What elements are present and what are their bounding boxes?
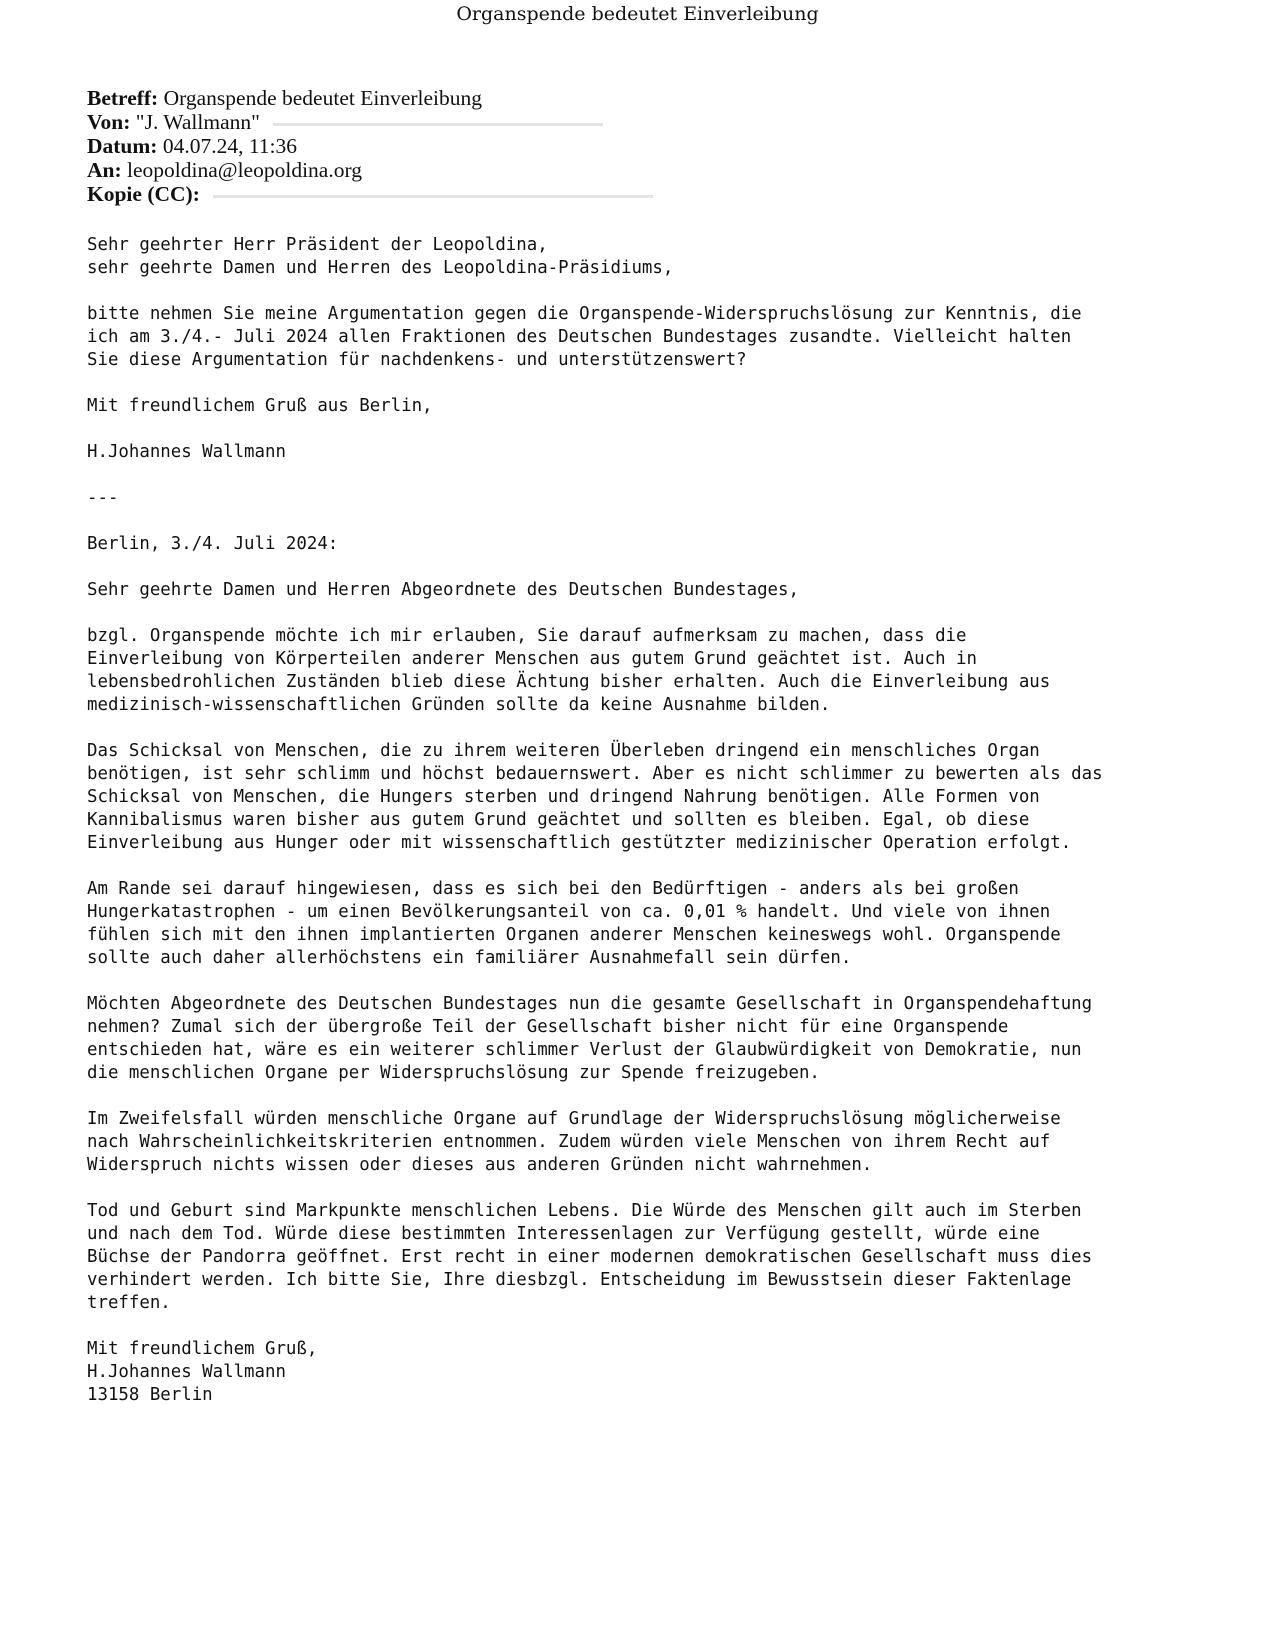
body-line (87, 510, 1247, 533)
body-line: verhindert werden. Ich bitte Sie, Ihre diesbzgl. Entscheidung im Bewusstsein dieser Faktenlage (87, 1270, 1072, 1290)
body-line: lebensbedrohlichen Zuständen blieb diese Ächtung bisher erhalten. Auch die Einverleibung aus (87, 672, 1051, 692)
body-line: treffen. (87, 1293, 171, 1313)
body-line: Hungerkatastrophen - um einen Bevölkerungsanteil von ca. 0,01 % handelt. Und viele von ihnen (87, 902, 1051, 922)
email-body (87, 234, 1247, 1407)
from-label: Von: (87, 110, 131, 134)
body-line: Einverleibung von Körperteilen anderer Menschen aus gutem Grund geächtet ist. Auch in (87, 649, 977, 669)
body-line (87, 717, 1247, 740)
body-line (87, 280, 1247, 303)
body-line: Sehr geehrte Damen und Herren Abgeordnete des Deutschen Bundestages, (87, 580, 799, 600)
body-line: Mit freundlichem Gruß, (87, 1339, 318, 1359)
body-line: H.Johannes Wallmann (87, 442, 286, 462)
to-label: An: (87, 158, 122, 182)
body-line: Tod und Geburt sind Markpunkte menschlichen Lebens. Die Würde des Menschen gilt auch im Sterben (87, 1201, 1082, 1221)
body-line (87, 970, 1247, 993)
body-line: ich am 3./4.- Juli 2024 allen Fraktionen des Deutschen Bundestages zusandte. Vielleicht halten (87, 327, 1072, 347)
body-line: bitte nehmen Sie meine Argumentation gegen die Organspende-Widerspruchslösung zur Kenntnis, die (87, 304, 1082, 324)
from-value: "J. Wallmann" (135, 110, 260, 134)
cc-row (87, 182, 653, 206)
body-line (87, 372, 1247, 395)
body-line: Sehr geehrter Herr Präsident der Leopoldina, (87, 235, 548, 255)
body-line: fühlen sich mit den ihnen implantierten Organen anderer Menschen keineswegs wohl. Organspende (87, 925, 1061, 945)
subject-label: Betreff: (87, 86, 159, 110)
date-label: Datum: (87, 134, 158, 158)
body-line (87, 418, 1247, 441)
to-row (87, 158, 653, 182)
body-line: Möchten Abgeordnete des Deutschen Bundestages nun die gesamte Gesellschaft in Organspendehaftung (87, 994, 1093, 1014)
body-line: --- (87, 488, 119, 508)
body-line (87, 464, 1247, 487)
body-line: Das Schicksal von Menschen, die zu ihrem weiteren Überleben dringend ein menschliches Organ (87, 741, 1040, 761)
redacted-cc-address (213, 195, 653, 198)
redacted-from-address (273, 123, 603, 126)
body-line: Widerspruch nichts wissen oder dieses aus anderen Gründen nicht wahrnehmen. (87, 1155, 873, 1175)
cc-label: Kopie (CC): (87, 182, 200, 206)
body-line: Schicksal von Menschen, die Hungers sterben und dringend Nahrung benötigen. Alle Formen von (87, 787, 1040, 807)
body-line (87, 1177, 1247, 1200)
body-line: Am Rande sei darauf hingewiesen, dass es sich bei den Bedürftigen - anders als bei großen (87, 879, 1019, 899)
body-line: Im Zweifelsfall würden menschliche Organe auf Grundlage der Widerspruchslösung möglicherweise (87, 1109, 1061, 1129)
body-line: sollte auch daher allerhöchstens ein familiärer Ausnahmefall sein dürfen. (87, 948, 852, 968)
body-line: die menschlichen Organe per Widerspruchslösung zur Spende freizugeben. (87, 1063, 820, 1083)
body-line: nach Wahrscheinlichkeitskriterien entnommen. Zudem würden viele Menschen von ihrem Recht auf (87, 1132, 1051, 1152)
body-line (87, 602, 1247, 625)
from-row (87, 110, 653, 134)
body-line: nehmen? Zumal sich der übergroße Teil der Gesellschaft bisher nicht für eine Organspende (87, 1017, 1009, 1037)
body-line: sehr geehrte Damen und Herren des Leopoldina-Präsidiums, (87, 258, 674, 278)
body-line: H.Johannes Wallmann (87, 1362, 286, 1382)
body-line (87, 1315, 1247, 1338)
body-line (87, 855, 1247, 878)
body-line: bzgl. Organspende möchte ich mir erlauben, Sie darauf aufmerksam zu machen, dass die (87, 626, 967, 646)
body-line: Sie diese Argumentation für nachdenkens- und unterstützenswert? (87, 350, 747, 370)
date-value: 04.07.24, 11:36 (162, 134, 298, 158)
body-line: Kannibalismus waren bisher aus gutem Grund geächtet und sollten es bleiben. Egal, ob diese (87, 810, 1030, 830)
body-line (87, 1085, 1247, 1108)
to-value: leopoldina@leopoldina.org (127, 158, 362, 182)
subject-row (87, 86, 653, 110)
subject-value: Organspende bedeutet Einverleibung (163, 86, 483, 110)
body-line: medizinisch-wissenschaftlichen Gründen sollte da keine Ausnahme bilden. (87, 695, 831, 715)
body-line (87, 556, 1247, 579)
body-line: Einverleibung aus Hunger oder mit wissenschaftlich gestützter medizinischer Operation erfolgt. (87, 833, 1072, 853)
page-header: Organspende bedeutet Einverleibung (456, 3, 819, 25)
body-line: 13158 Berlin (87, 1385, 213, 1405)
body-line: entschieden hat, wäre es ein weiterer schlimmer Verlust der Glaubwürdigkeit von Demokratie, nun (87, 1040, 1082, 1060)
body-line: und nach dem Tod. Würde diese bestimmten Interessenlagen zur Verfügung gestellt, würde eine (87, 1224, 1040, 1244)
body-line: Mit freundlichem Gruß aus Berlin, (87, 396, 433, 416)
date-row (87, 134, 653, 158)
body-line: Berlin, 3./4. Juli 2024: (87, 534, 339, 554)
email-header (87, 86, 653, 206)
body-line: Büchse der Pandorra geöffnet. Erst recht in einer modernen demokratischen Gesellschaft muss dies (87, 1247, 1093, 1267)
body-line: benötigen, ist sehr schlimm und höchst bedauernswert. Aber es nicht schlimmer zu bewerten als das (87, 764, 1103, 784)
